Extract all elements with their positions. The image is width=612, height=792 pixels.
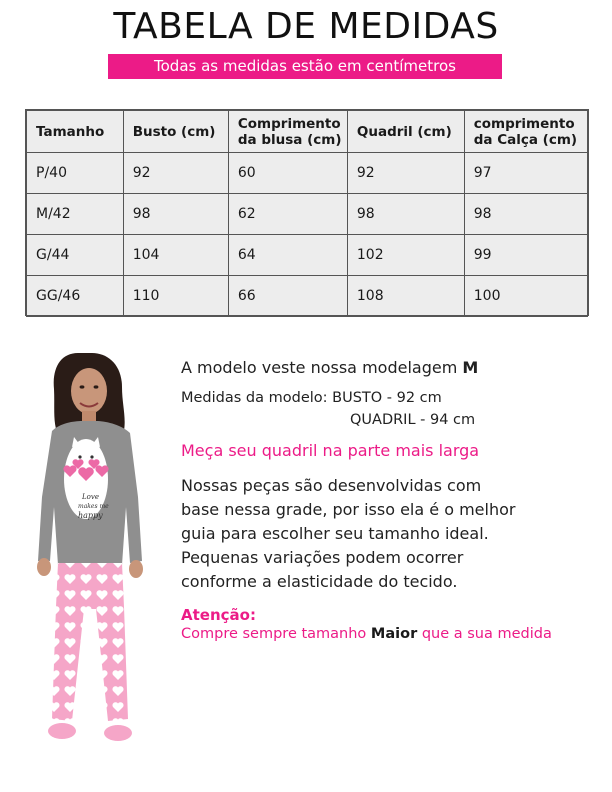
quadril-measure: QUADRIL - 94 cm [350,412,476,428]
subtitle-banner: Todas as medidas estão em centímetros [108,54,502,79]
table-header-row [27,111,588,153]
table-row [27,153,588,194]
table-cell: 104 [123,235,228,276]
table-cell: 92 [347,153,464,194]
header-tamanho: Tamanho [27,111,124,153]
model-size-line: A modelo veste nossa modelagem M [181,358,479,377]
table-cell: 60 [228,153,347,194]
table-cell: 92 [123,153,228,194]
attention-bold: Maior [370,626,418,642]
table-cell: 99 [464,235,587,276]
table-cell: 102 [347,235,464,276]
shirt-print-line1: Love [82,493,99,501]
busto-measure: BUSTO - 92 cm [332,390,442,406]
hip-tip: Meça seu quadril na parte mais larga [181,441,480,460]
table-cell: 66 [228,276,347,317]
model-photo [30,347,170,762]
model-measures-line [181,390,442,406]
header-comprimento-blusa: Comprimento da blusa (cm) [228,111,347,153]
header-busto: Busto (cm) [123,111,228,153]
table-cell: M/42 [27,194,124,235]
table-cell: 62 [228,194,347,235]
attention-text: Compre sempre tamanho Maior que a sua medida [181,626,552,642]
page-title: TABELA DE MEDIDAS [113,6,499,47]
table-cell: 98 [347,194,464,235]
table-cell: GG/46 [27,276,124,317]
shirt-print-line2: makes me [78,503,109,510]
table-row [27,276,588,317]
table-cell: 110 [123,276,228,317]
model-size: M [462,358,479,377]
header-quadril: Quadril (cm) [347,111,464,153]
size-table [25,109,589,316]
table-cell: 98 [123,194,228,235]
table-cell: 97 [464,153,587,194]
table-row [27,235,588,276]
table-cell: 100 [464,276,587,317]
table-cell: 108 [347,276,464,317]
table-cell: G/44 [27,235,124,276]
info-paragraph: Nossas peças são desenvolvidas com base nessa grade, por isso ela é o melhor guia para escolher seu tamanho ideal. Pequenas variações podem ocorrer conforme a elasticidade do tecido. [181,476,516,591]
measures-label: Medidas da modelo: [181,390,328,406]
table-cell: P/40 [27,153,124,194]
shirt-print-line3: happy [78,511,103,520]
header-comprimento-calca: comprimento da Calça (cm) [464,111,587,153]
table-row [27,194,588,235]
table-cell: 64 [228,235,347,276]
attention-title: Atenção: [181,606,256,624]
table-cell: 98 [464,194,587,235]
